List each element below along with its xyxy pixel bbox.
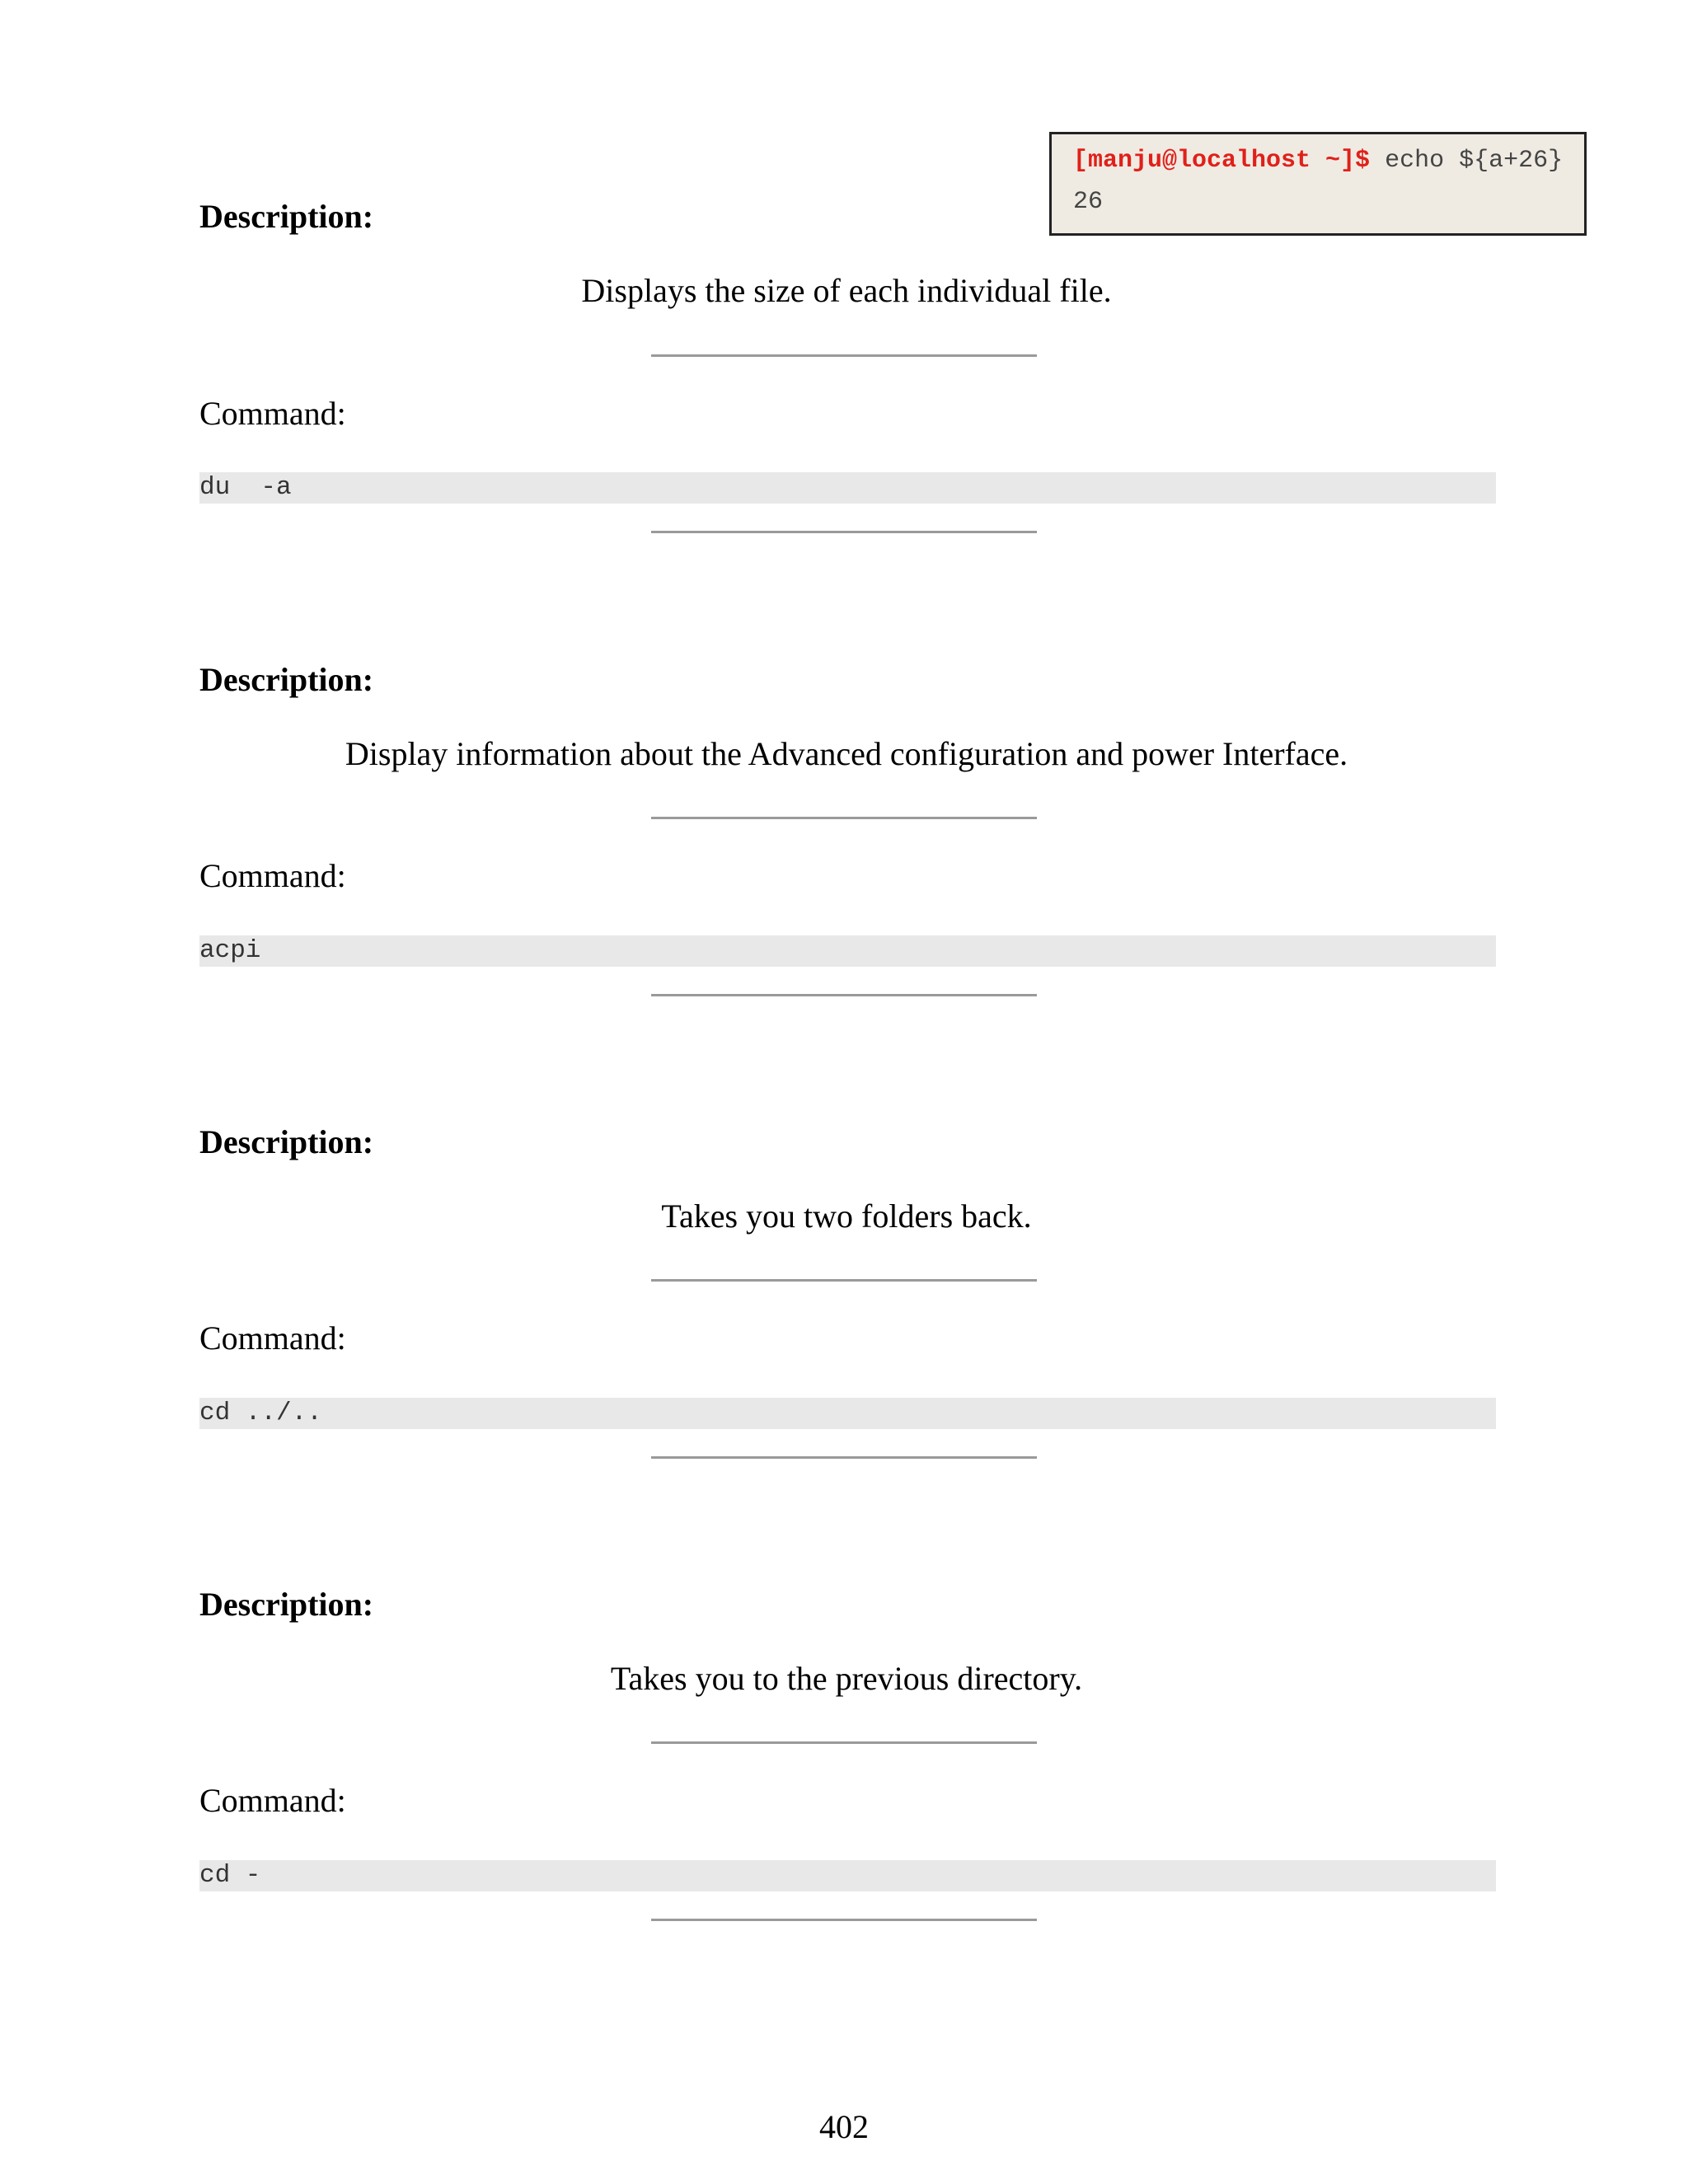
command-heading: Command: (199, 1782, 346, 1819)
description-text: Display information about the Advanced configuration and power Interface. (345, 735, 1348, 772)
terminal-prompt: [manju@localhost ~]$ (1073, 147, 1371, 175)
terminal-snippet (1049, 132, 1587, 236)
command-heading: Command: (199, 857, 346, 894)
divider (651, 1919, 1037, 1921)
terminal-command: echo ${a+26} (1370, 147, 1564, 175)
command-block (199, 1860, 1496, 1891)
description-text: Takes you to the previous directory. (610, 1660, 1083, 1697)
description-heading: Description: (199, 1586, 374, 1623)
description-heading: Description: (199, 661, 374, 698)
divider (651, 1456, 1037, 1459)
command-text: acpi (199, 936, 261, 965)
command-heading: Command: (199, 1319, 346, 1357)
description-text: Displays the size of each individual file. (581, 272, 1112, 309)
command-text: du -a (199, 473, 292, 502)
divider (651, 994, 1037, 996)
command-block (199, 472, 1496, 504)
divider (651, 531, 1037, 533)
command-text: cd - (199, 1861, 261, 1890)
terminal-command-line (1073, 143, 1563, 179)
command-heading: Command: (199, 395, 346, 432)
description-text: Takes you two folders back. (661, 1197, 1032, 1235)
command-block (199, 1398, 1496, 1429)
description-heading: Description: (199, 1123, 374, 1160)
divider (651, 817, 1037, 819)
terminal-output: 26 (1073, 188, 1104, 216)
divider (651, 1741, 1037, 1744)
command-block (199, 935, 1496, 967)
page-number: 402 (819, 2108, 869, 2145)
description-heading: Description: (199, 198, 374, 235)
command-text: cd ../.. (199, 1399, 322, 1427)
divider (651, 354, 1037, 357)
divider (651, 1279, 1037, 1282)
